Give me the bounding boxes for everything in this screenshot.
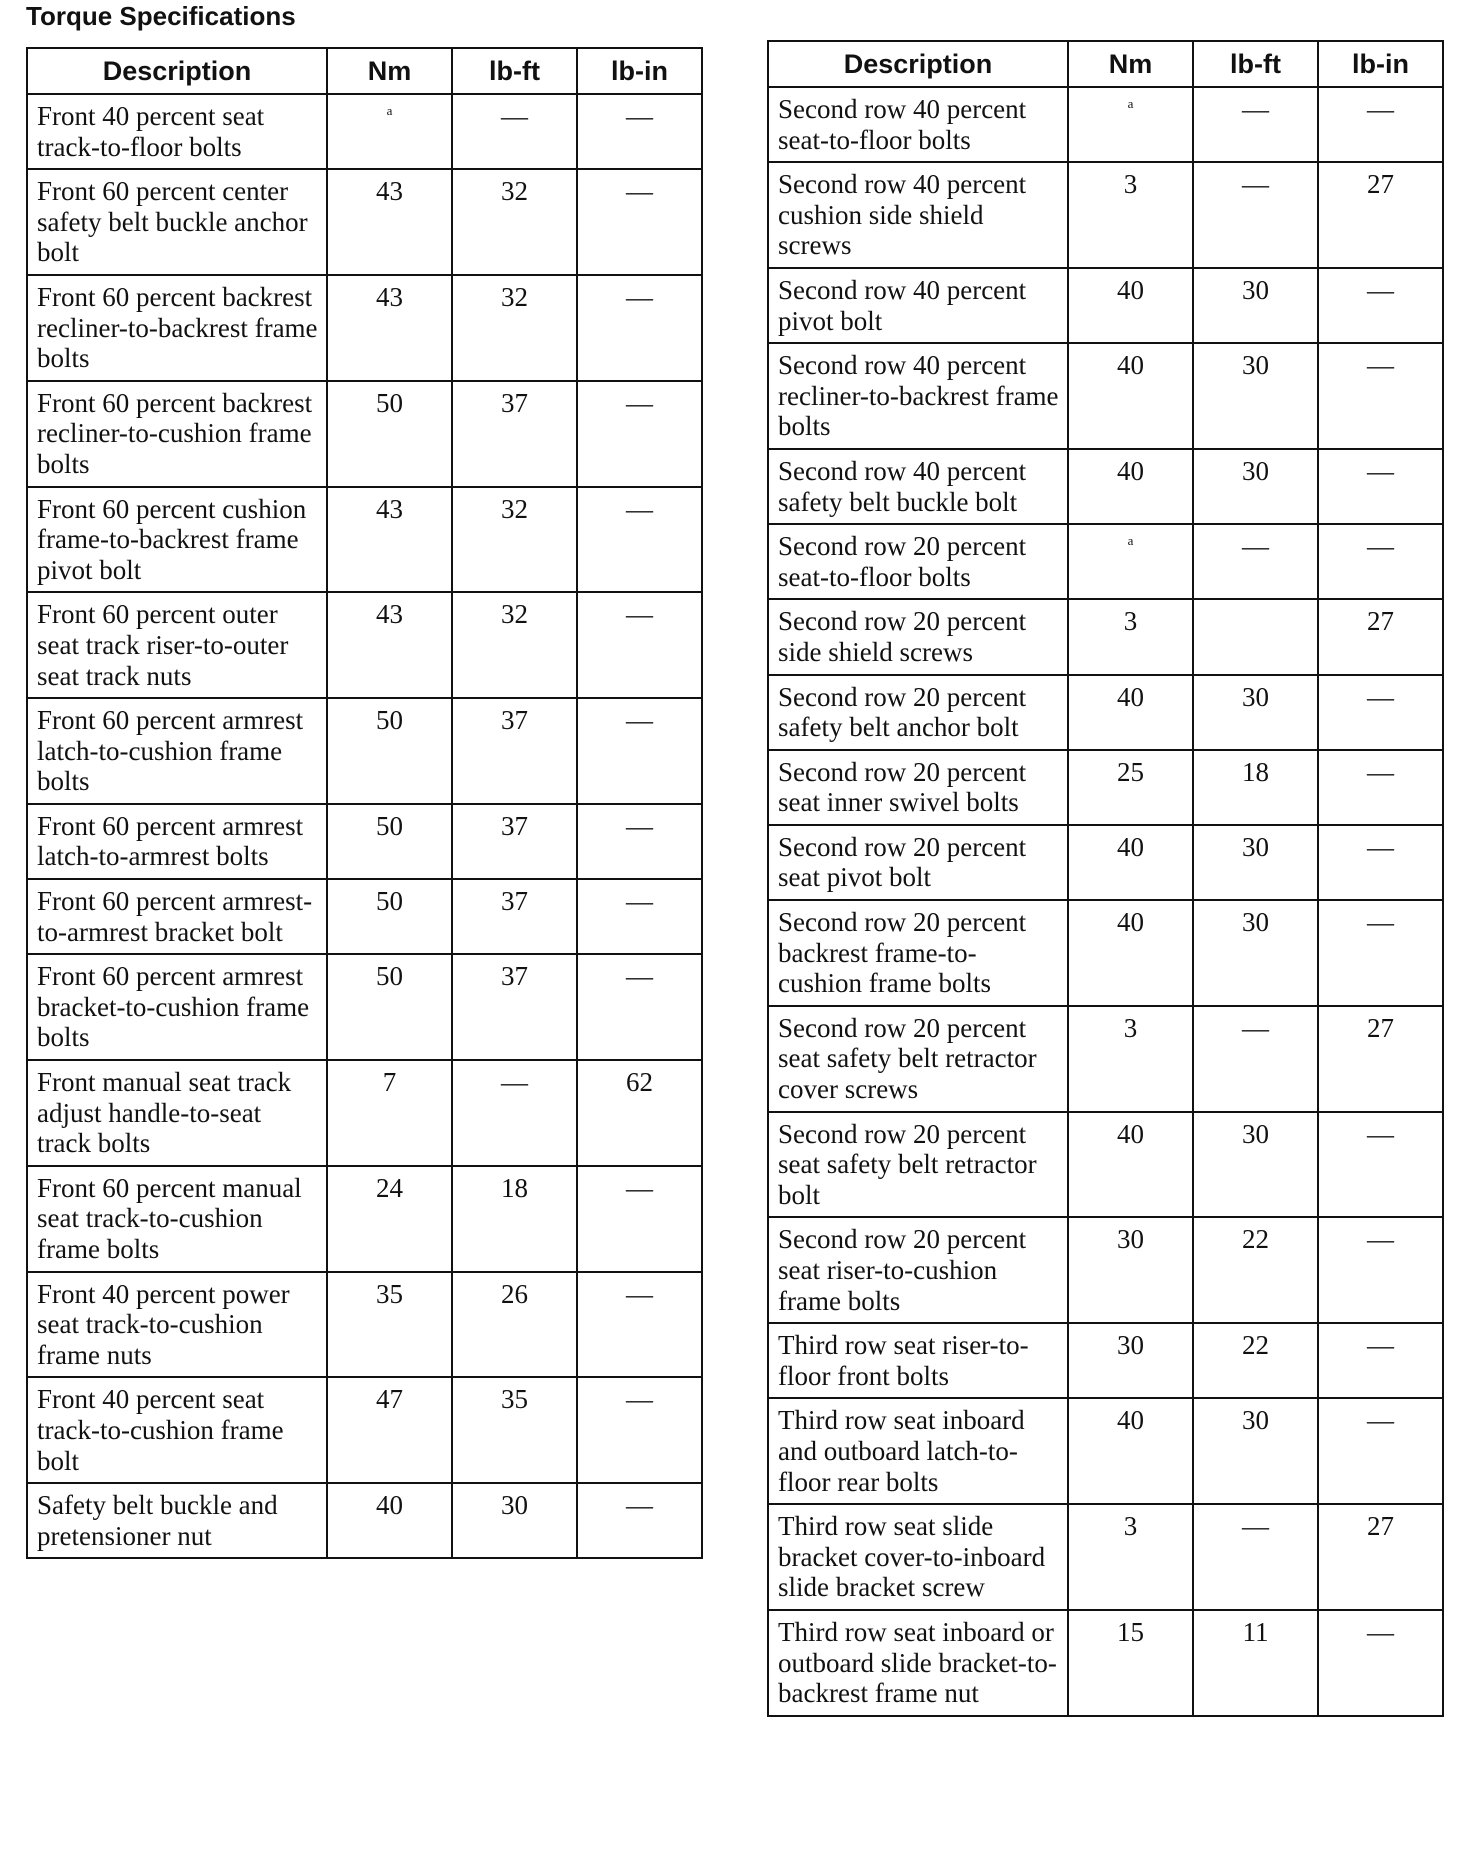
description-cell: Front 40 percent seat track-to-cushion frame bolt xyxy=(27,1377,327,1483)
description-cell: Second row 20 percent seat riser-to-cushion frame bolts xyxy=(768,1217,1068,1323)
nm-cell: 30 xyxy=(1068,1217,1193,1323)
nm-cell xyxy=(327,94,452,169)
lb-ft-cell: 35 xyxy=(452,1377,577,1483)
lb-ft-cell: 18 xyxy=(452,1166,577,1272)
lb-ft-cell: 26 xyxy=(452,1272,577,1378)
lb-ft-cell: 32 xyxy=(452,169,577,275)
lb-in-cell: — xyxy=(1318,1112,1443,1218)
lb-ft-cell: 30 xyxy=(1193,1112,1318,1218)
nm-cell: 50 xyxy=(327,879,452,954)
description-cell: Front manual seat track adjust handle-to-seat track bolts xyxy=(27,1060,327,1166)
nm-cell: 25 xyxy=(1068,750,1193,825)
lb-ft-cell: 32 xyxy=(452,275,577,381)
table-row xyxy=(768,599,1443,674)
nm-cell: 40 xyxy=(1068,675,1193,750)
description-cell: Second row 20 percent seat-to-floor bolts xyxy=(768,524,1068,599)
lb-ft-cell: — xyxy=(1193,1006,1318,1112)
description-cell: Second row 20 percent seat safety belt retractor bolt xyxy=(768,1112,1068,1218)
lb-ft-cell: 37 xyxy=(452,698,577,804)
lb-ft-cell: 30 xyxy=(1193,675,1318,750)
lb-in-cell: — xyxy=(577,275,702,381)
header-nm: Nm xyxy=(1068,41,1193,87)
table-row xyxy=(27,1166,702,1272)
table-row xyxy=(768,1112,1443,1218)
nm-cell: 15 xyxy=(1068,1610,1193,1716)
header-description: Description xyxy=(27,48,327,94)
lb-ft-cell: 37 xyxy=(452,879,577,954)
nm-cell: 40 xyxy=(1068,268,1193,343)
description-cell: Third row seat inboard and outboard latch-to-floor rear bolts xyxy=(768,1398,1068,1504)
description-cell: Front 60 percent armrest-to-armrest bracket bolt xyxy=(27,879,327,954)
page-title: Torque Specifications xyxy=(26,1,296,31)
description-cell: Front 40 percent power seat track-to-cushion frame nuts xyxy=(27,1272,327,1378)
header-lb-in: lb-in xyxy=(1318,41,1443,87)
table-row xyxy=(768,1006,1443,1112)
lb-in-cell: — xyxy=(577,1377,702,1483)
lb-in-cell: 27 xyxy=(1318,162,1443,268)
description-cell: Second row 40 percent safety belt buckle bolt xyxy=(768,449,1068,524)
lb-in-cell: — xyxy=(1318,1398,1443,1504)
lb-in-cell: — xyxy=(1318,825,1443,900)
table-row xyxy=(768,449,1443,524)
description-cell: Front 60 percent outer seat track riser-to-outer seat track nuts xyxy=(27,592,327,698)
nm-cell: 50 xyxy=(327,698,452,804)
lb-in-cell: 27 xyxy=(1318,599,1443,674)
nm-cell: 40 xyxy=(1068,343,1193,449)
nm-cell: 40 xyxy=(1068,900,1193,1006)
lb-in-cell: — xyxy=(577,879,702,954)
table-row xyxy=(27,94,702,169)
footnote-marker: a xyxy=(1127,533,1134,549)
lb-ft-cell: 37 xyxy=(452,804,577,879)
lb-in-cell: — xyxy=(577,804,702,879)
table-row xyxy=(768,1504,1443,1610)
table-row xyxy=(27,381,702,487)
nm-cell: 40 xyxy=(1068,1112,1193,1218)
nm-cell: 35 xyxy=(327,1272,452,1378)
lb-ft-cell: 30 xyxy=(1193,449,1318,524)
lb-ft-cell: 32 xyxy=(452,592,577,698)
nm-cell: 40 xyxy=(1068,825,1193,900)
header-nm: Nm xyxy=(327,48,452,94)
lb-ft-cell: 32 xyxy=(452,487,577,593)
lb-in-cell: 62 xyxy=(577,1060,702,1166)
description-cell: Front 60 percent backrest recliner-to-backrest frame bolts xyxy=(27,275,327,381)
lb-ft-cell: 30 xyxy=(1193,825,1318,900)
nm-cell: 50 xyxy=(327,954,452,1060)
description-cell: Third row seat riser-to-floor front bolts xyxy=(768,1323,1068,1398)
table-header-row xyxy=(27,48,702,94)
lb-in-cell: — xyxy=(577,1166,702,1272)
table-row xyxy=(27,487,702,593)
table-row xyxy=(768,524,1443,599)
table-row xyxy=(27,954,702,1060)
lb-ft-cell: — xyxy=(452,94,577,169)
table-row xyxy=(27,592,702,698)
description-cell: Front 60 percent armrest latch-to-cushion frame bolts xyxy=(27,698,327,804)
lb-ft-cell: — xyxy=(452,1060,577,1166)
lb-ft-cell: 18 xyxy=(1193,750,1318,825)
table-row xyxy=(768,268,1443,343)
table-row xyxy=(768,162,1443,268)
table-row xyxy=(768,1217,1443,1323)
lb-ft-cell: 22 xyxy=(1193,1217,1318,1323)
nm-cell: 50 xyxy=(327,804,452,879)
lb-ft-cell: 30 xyxy=(1193,268,1318,343)
nm-cell: 7 xyxy=(327,1060,452,1166)
nm-cell xyxy=(1068,524,1193,599)
table-row xyxy=(768,87,1443,162)
lb-ft-cell: — xyxy=(1193,162,1318,268)
footnote-marker: a xyxy=(1127,96,1134,111)
description-cell: Front 60 percent armrest latch-to-armrest bolts xyxy=(27,804,327,879)
torque-table-left xyxy=(26,47,703,1559)
lb-in-cell: — xyxy=(1318,449,1443,524)
table-row xyxy=(27,879,702,954)
lb-ft-cell xyxy=(1193,599,1318,674)
lb-in-cell: — xyxy=(1318,343,1443,449)
description-cell: Second row 40 percent cushion side shield screws xyxy=(768,162,1068,268)
description-cell: Second row 20 percent seat inner swivel bolts xyxy=(768,750,1068,825)
table-row xyxy=(768,900,1443,1006)
description-cell: Safety belt buckle and pretensioner nut xyxy=(27,1483,327,1558)
lb-ft-cell: 30 xyxy=(1193,1398,1318,1504)
lb-in-cell: — xyxy=(1318,1217,1443,1323)
lb-ft-cell: — xyxy=(1193,87,1318,162)
nm-cell: 43 xyxy=(327,487,452,593)
description-cell: Front 60 percent center safety belt buckle anchor bolt xyxy=(27,169,327,275)
lb-in-cell: 27 xyxy=(1318,1504,1443,1610)
nm-cell: 40 xyxy=(327,1483,452,1558)
nm-cell: 43 xyxy=(327,169,452,275)
lb-in-cell: — xyxy=(1318,675,1443,750)
nm-cell: 50 xyxy=(327,381,452,487)
description-cell: Front 60 percent backrest recliner-to-cushion frame bolts xyxy=(27,381,327,487)
lb-in-cell: — xyxy=(577,698,702,804)
lb-ft-cell: — xyxy=(1193,1504,1318,1610)
nm-cell: 43 xyxy=(327,275,452,381)
nm-cell: 40 xyxy=(1068,1398,1193,1504)
table-row xyxy=(27,1272,702,1378)
lb-ft-cell: 30 xyxy=(1193,343,1318,449)
lb-in-cell: — xyxy=(1318,524,1443,599)
nm-cell: 30 xyxy=(1068,1323,1193,1398)
table-row xyxy=(768,343,1443,449)
nm-cell: 40 xyxy=(1068,449,1193,524)
description-cell: Front 60 percent armrest bracket-to-cushion frame bolts xyxy=(27,954,327,1060)
description-cell: Front 60 percent cushion frame-to-backrest frame pivot bolt xyxy=(27,487,327,593)
table-row xyxy=(27,275,702,381)
header-lb-ft: lb-ft xyxy=(1193,41,1318,87)
description-cell: Front 40 percent seat track-to-floor bolts xyxy=(27,94,327,169)
lb-in-cell: — xyxy=(577,94,702,169)
torque-table-right xyxy=(767,40,1444,1717)
lb-in-cell: — xyxy=(577,1483,702,1558)
nm-cell: 47 xyxy=(327,1377,452,1483)
header-description: Description xyxy=(768,41,1068,87)
description-cell: Third row seat inboard or outboard slide bracket-to-backrest frame nut xyxy=(768,1610,1068,1716)
table-row xyxy=(768,1610,1443,1716)
table-header-row xyxy=(768,41,1443,87)
lb-in-cell: 27 xyxy=(1318,1006,1443,1112)
description-cell: Second row 40 percent pivot bolt xyxy=(768,268,1068,343)
lb-in-cell: — xyxy=(1318,87,1443,162)
table-row xyxy=(27,169,702,275)
header-lb-ft: lb-ft xyxy=(452,48,577,94)
lb-ft-cell: 30 xyxy=(452,1483,577,1558)
nm-cell xyxy=(1068,87,1193,162)
table-row xyxy=(768,1398,1443,1504)
lb-ft-cell: 37 xyxy=(452,381,577,487)
lb-ft-cell: 11 xyxy=(1193,1610,1318,1716)
nm-cell: 3 xyxy=(1068,1006,1193,1112)
description-cell: Second row 40 percent recliner-to-backrest frame bolts xyxy=(768,343,1068,449)
lb-in-cell: — xyxy=(1318,1610,1443,1716)
description-cell: Second row 40 percent seat-to-floor bolts xyxy=(768,87,1068,162)
lb-in-cell: — xyxy=(577,169,702,275)
lb-ft-cell: 30 xyxy=(1193,900,1318,1006)
lb-in-cell: — xyxy=(1318,750,1443,825)
lb-ft-cell: 22 xyxy=(1193,1323,1318,1398)
table-row xyxy=(27,1377,702,1483)
nm-cell: 43 xyxy=(327,592,452,698)
header-lb-in: lb-in xyxy=(577,48,702,94)
lb-ft-cell: — xyxy=(1193,524,1318,599)
table-row xyxy=(27,698,702,804)
table-row xyxy=(27,1060,702,1166)
nm-cell: 3 xyxy=(1068,1504,1193,1610)
description-cell: Second row 20 percent seat safety belt retractor cover screws xyxy=(768,1006,1068,1112)
table-row xyxy=(27,1483,702,1558)
table-row xyxy=(768,675,1443,750)
table-row xyxy=(768,1323,1443,1398)
description-cell: Front 60 percent manual seat track-to-cushion frame bolts xyxy=(27,1166,327,1272)
nm-cell: 3 xyxy=(1068,599,1193,674)
lb-in-cell: — xyxy=(1318,1323,1443,1398)
nm-cell: 3 xyxy=(1068,162,1193,268)
table-row xyxy=(27,804,702,879)
lb-ft-cell: 37 xyxy=(452,954,577,1060)
lb-in-cell: — xyxy=(577,1272,702,1378)
description-cell: Second row 20 percent safety belt anchor bolt xyxy=(768,675,1068,750)
description-cell: Second row 20 percent backrest frame-to-cushion frame bolts xyxy=(768,900,1068,1006)
lb-in-cell: — xyxy=(577,954,702,1060)
lb-in-cell: — xyxy=(1318,900,1443,1006)
footnote-marker: a xyxy=(386,103,393,118)
nm-cell: 24 xyxy=(327,1166,452,1272)
lb-in-cell: — xyxy=(1318,268,1443,343)
description-cell: Second row 20 percent seat pivot bolt xyxy=(768,825,1068,900)
description-cell: Second row 20 percent side shield screws xyxy=(768,599,1068,674)
lb-in-cell: — xyxy=(577,592,702,698)
lb-in-cell: — xyxy=(577,381,702,487)
table-row xyxy=(768,750,1443,825)
table-row xyxy=(768,825,1443,900)
description-cell: Third row seat slide bracket cover-to-inboard slide bracket screw xyxy=(768,1504,1068,1610)
lb-in-cell: — xyxy=(577,487,702,593)
